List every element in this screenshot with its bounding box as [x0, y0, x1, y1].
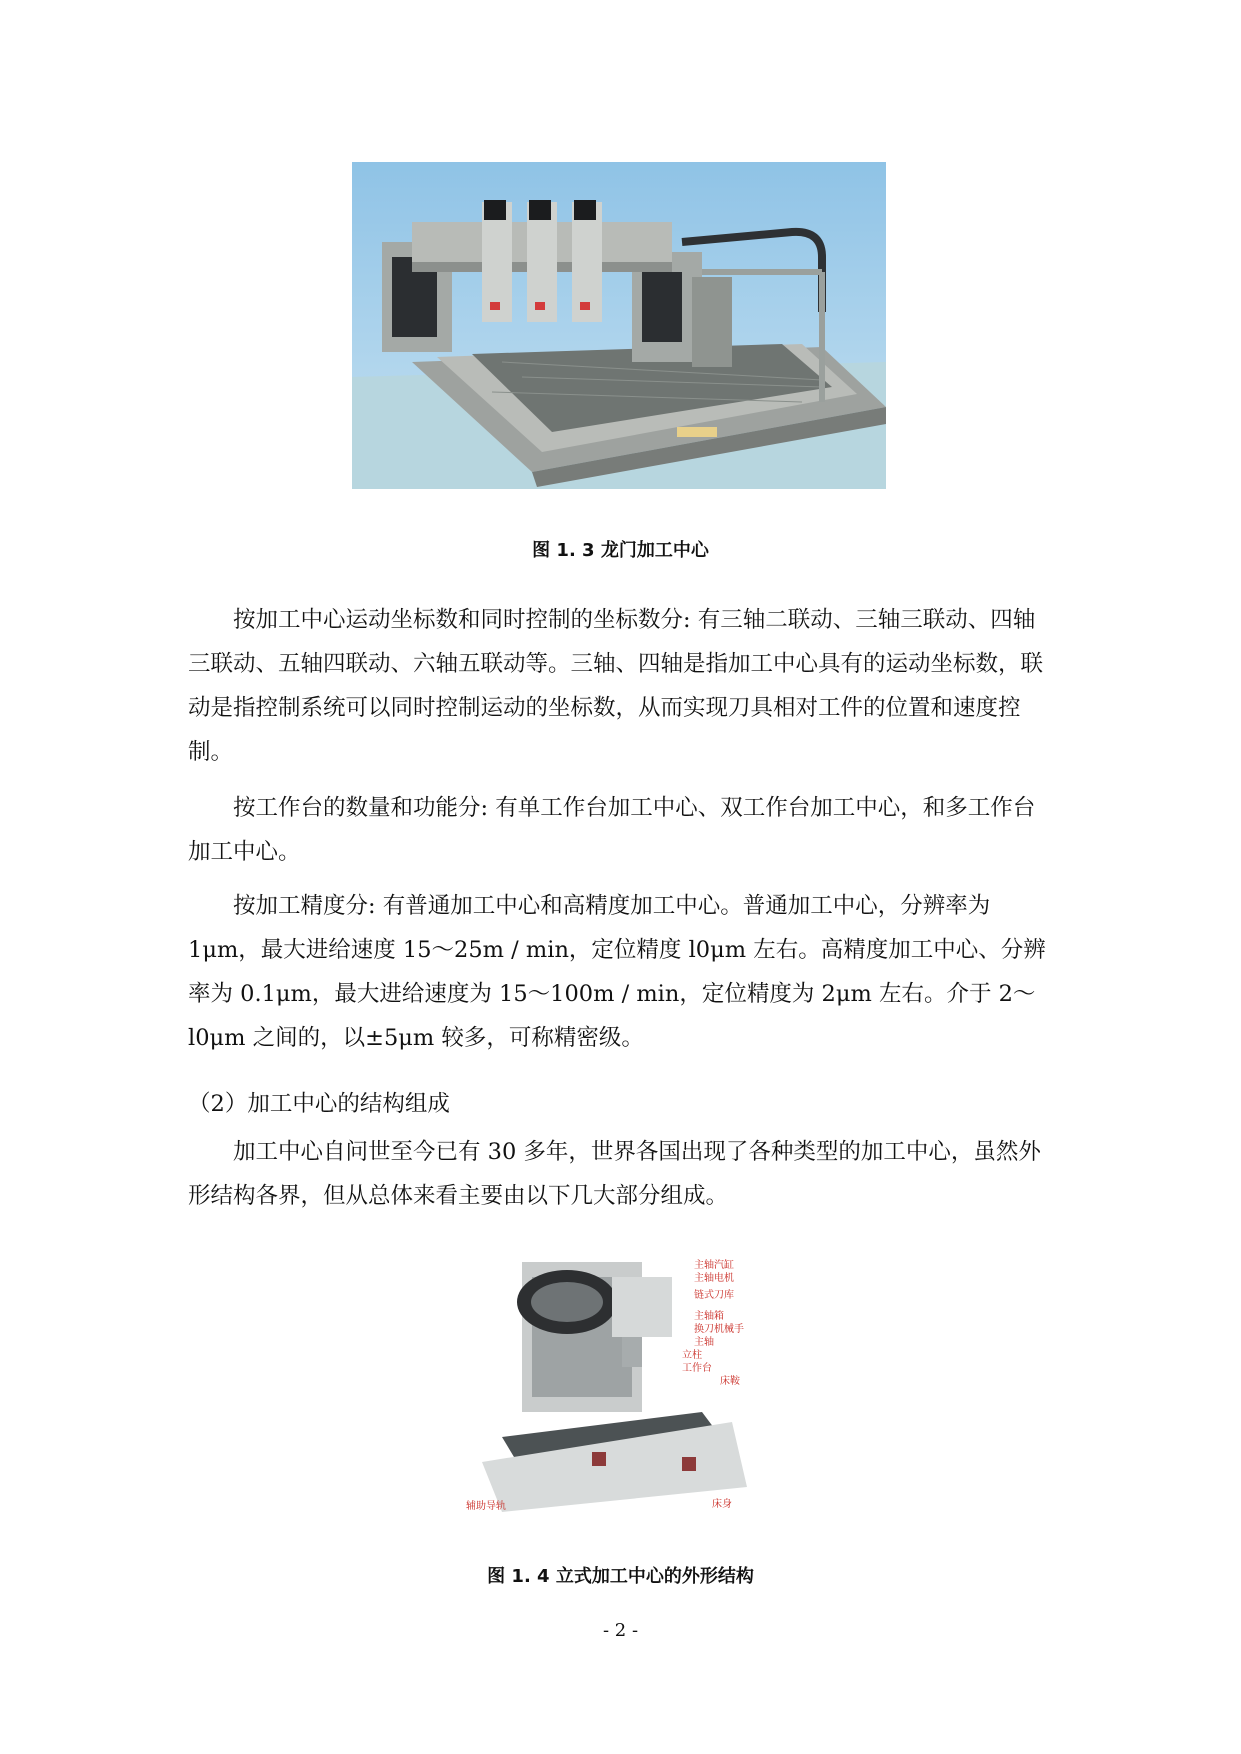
vertical-machining-center-image — [462, 1247, 774, 1522]
part-label: 工作台 — [682, 1363, 712, 1374]
paragraph-worktable-classification: 按工作台的数量和功能分: 有单工作台加工中心、双工作台加工中心，和多工作台加工中心。 — [188, 795, 1036, 865]
paragraph-coordinate-classification: 按加工中心运动坐标数和同时控制的坐标数分: 有三轴二联动、三轴三联动、四轴三联动、五轴四联动、六轴五联动等。三轴、四轴是指加工中心具有的运动坐标数，联动是指控制系统可以同时控制运动的坐标数，从而实现刀具相对工件的位置和速度控制。 — [188, 607, 1044, 765]
part-labels — [682, 1259, 744, 1388]
part-label: 换刀机械手 — [694, 1324, 744, 1335]
paragraph-precision-classification: 按加工精度分: 有普通加工中心和高精度加工中心。普通加工中心，分辨率为 1μm，最大进给速度 15～25m / min，定位精度 l0μm 左右。高精度加工中心、分辨率为 0.1μm，最大进给速度为 15～100m / min，定位精度为 2μm 左右。介于 2～l0μm 之间的，以±5μm 较多，可称精密级。 — [188, 893, 1046, 1051]
paragraph-structure-intro: 加工中心自问世至今已有 30 多年，世界各国出现了各种类型的加工中心，虽然外形结构各界，但从总体来看主要由以下几大部分组成。 — [188, 1139, 1041, 1209]
part-label: 链式刀库 — [694, 1290, 734, 1301]
part-label: 主轴箱 — [694, 1311, 724, 1322]
figure-caption: 图 1. 4 立式加工中心的外形结构 — [487, 1566, 754, 1587]
gantry-machining-center-image — [352, 162, 886, 489]
part-label: 主轴汽缸 — [694, 1260, 734, 1271]
part-label: 床身 — [712, 1499, 732, 1510]
part-label: 主轴电机 — [694, 1273, 734, 1284]
part-label: 主轴 — [694, 1337, 714, 1348]
part-label: 辅助导轨 — [466, 1501, 506, 1512]
part-label: 床鞍 — [720, 1376, 740, 1387]
page-number: - 2 - — [602, 1620, 639, 1641]
section-heading: （2）加工中心的结构组成 — [188, 1091, 450, 1117]
part-label: 立柱 — [682, 1350, 702, 1361]
figure-caption: 图 1. 3 龙门加工中心 — [532, 540, 709, 561]
